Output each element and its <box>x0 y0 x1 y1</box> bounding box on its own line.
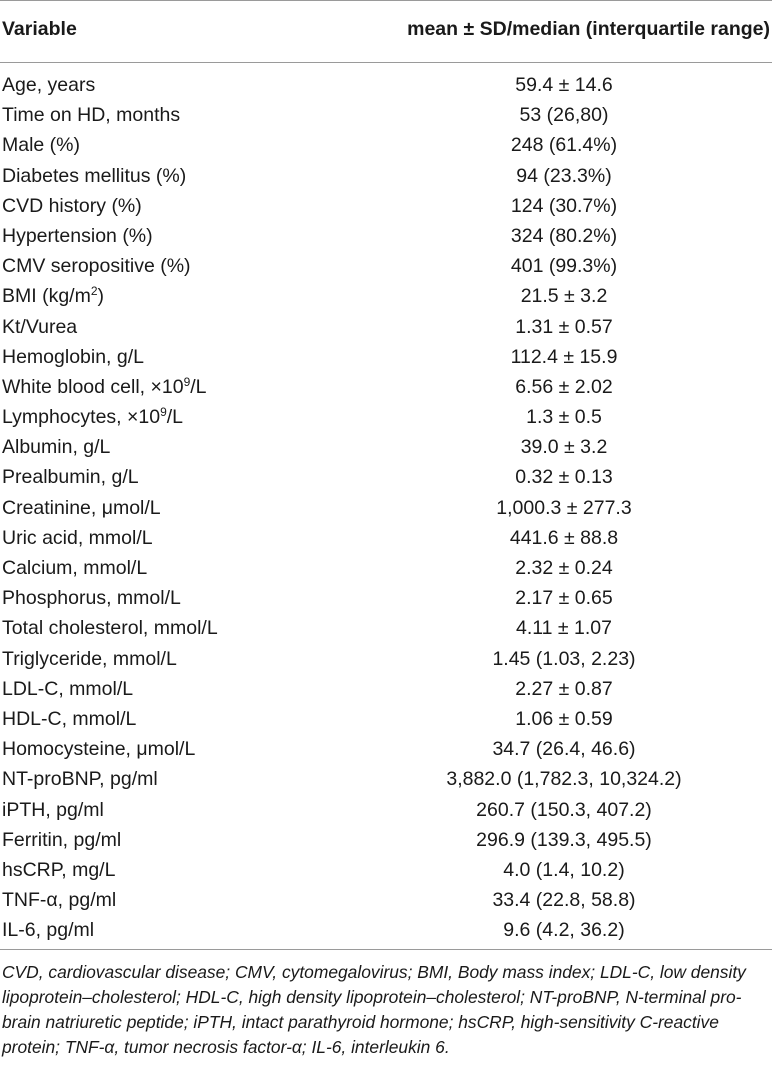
table-row <box>0 674 772 704</box>
table-row <box>0 493 772 523</box>
row-value: 296.9 (139.3, 495.5) <box>476 828 652 851</box>
row-value: 112.4 ± 15.9 <box>510 345 618 368</box>
row-value: 401 (99.3%) <box>510 255 618 278</box>
row-variable: Kt/Vurea <box>2 315 78 338</box>
row-variable: Triglyceride, mmol/L <box>2 647 177 670</box>
row-value: 53 (26,80) <box>519 104 609 127</box>
row-value: 124 (30.7%) <box>510 194 618 217</box>
row-value: 4.0 (1.4, 10.2) <box>503 858 625 881</box>
table-row <box>0 734 772 764</box>
table-row <box>0 100 772 130</box>
row-variable: Lymphocytes, $\times 10^9/L$ <box>2 405 184 429</box>
row-value: 3,882.0 (1,782.3, 10,324.2) <box>446 768 682 791</box>
row-variable: Prealbumin, g/L <box>2 466 139 489</box>
table-row <box>0 644 772 674</box>
row-variable: Albumin, g/L <box>2 436 111 459</box>
header-rule <box>0 62 772 63</box>
table-row <box>0 553 772 583</box>
table-row <box>0 312 772 342</box>
table-row <box>0 402 772 432</box>
table-row <box>0 221 772 251</box>
table-body <box>0 70 772 945</box>
table-row <box>0 855 772 885</box>
table-header <box>0 12 772 52</box>
row-variable: Phosphorus, mmol/L <box>2 587 181 610</box>
column-header-variable: Variable <box>2 18 77 40</box>
row-value: 260.7 (150.3, 407.2) <box>476 798 652 821</box>
row-value: 33.4 (22.8, 58.8) <box>492 889 636 912</box>
row-variable: TNF-α, pg/ml <box>2 889 117 912</box>
row-variable: iPTH, pg/ml <box>2 798 104 821</box>
row-variable: BMI $(kg/m^2)$ <box>2 284 105 308</box>
table-row <box>0 432 772 462</box>
row-variable: hsCRP, mg/L <box>2 858 116 881</box>
row-value: 94 (23.3%) <box>516 164 612 187</box>
row-value: 2.32 ± 0.24 <box>515 557 613 579</box>
row-variable: Calcium, mmol/L <box>2 557 148 579</box>
row-value: 34.7 (26.4, 46.6) <box>492 738 636 761</box>
row-value: 0.32 ± 0.13 <box>515 466 613 489</box>
row-variable: HDL-C, mmol/L <box>2 707 137 730</box>
row-variable: IL-6, pg/ml <box>2 919 95 942</box>
row-value: 59.4 ± 14.6 <box>515 74 613 96</box>
row-variable: Time on HD, months <box>2 104 181 127</box>
table-row <box>0 372 772 402</box>
row-variable: Diabetes mellitus (%) <box>2 164 187 187</box>
row-value: 2.27 ± 0.87 <box>515 677 613 700</box>
table-row <box>0 281 772 311</box>
table-footnote: CVD, cardiovascular disease; CMV, cytomegalovirus; BMI, Body mass index; LDL-C, low density lipoprotein–cholesterol; HDL-C, high density lipoprotein–cholesterol; NT-proBNP, N-terminal pro-brain natriuretic peptide; iPTH, intact parathyroid hormone; hsCRP, high-sensitivity C-reactive protein; TNF-α, tumor necrosis factor-α; IL-6, interleukin 6. <box>2 962 746 1057</box>
table-row <box>0 764 772 794</box>
row-variable: LDL-C, mmol/L <box>2 677 134 700</box>
table-row <box>0 130 772 160</box>
table-row <box>0 342 772 372</box>
table-row <box>0 161 772 191</box>
row-variable: Ferritin, pg/ml <box>2 828 122 851</box>
row-value: 1.3 ± 0.5 <box>526 406 602 429</box>
top-rule <box>0 0 772 1</box>
bottom-rule <box>0 949 772 950</box>
row-value: 1.06 ± 0.59 <box>515 707 613 730</box>
row-variable: Hemoglobin, g/L <box>2 345 145 368</box>
table-row <box>0 825 772 855</box>
table-row <box>0 915 772 945</box>
row-value: 6.56 ± 2.02 <box>515 375 613 398</box>
row-value: 21.5 ± 3.2 <box>520 285 608 308</box>
row-variable: Total cholesterol, mmol/L <box>2 617 218 640</box>
row-variable: Age, years <box>2 74 96 96</box>
row-value: 9.6 (4.2, 36.2) <box>503 919 625 942</box>
row-value: 39.0 ± 3.2 <box>520 436 608 459</box>
row-variable: CVD history (%) <box>2 194 142 217</box>
column-header-value: mean ± SD/median (interquartile range) <box>407 18 770 40</box>
row-variable: Homocysteine, μmol/L <box>2 738 196 761</box>
table-row <box>0 613 772 643</box>
row-value: 1.45 (1.03, 2.23) <box>492 647 636 670</box>
row-variable: NT-proBNP, pg/ml <box>2 768 158 791</box>
table-row <box>0 583 772 613</box>
row-variable: White blood cell, $\times 10^9/L$ <box>2 374 207 398</box>
row-value: 2.17 ± 0.65 <box>515 587 613 610</box>
row-value: 4.11 ± 1.07 <box>516 617 612 640</box>
table-row <box>0 885 772 915</box>
row-value: 1,000.3 ± 277.3 <box>496 496 632 519</box>
row-value: 324 (80.2%) <box>510 224 618 247</box>
row-value: 1.31 ± 0.57 <box>515 315 613 338</box>
table-row <box>0 191 772 221</box>
table-row <box>0 462 772 492</box>
table-row <box>0 795 772 825</box>
row-variable: Creatinine, μmol/L <box>2 496 161 519</box>
table-row <box>0 251 772 281</box>
row-variable: Male (%) <box>2 134 81 157</box>
table-row <box>0 523 772 553</box>
row-variable: Uric acid, mmol/L <box>2 526 153 549</box>
table-row <box>0 704 772 734</box>
row-value: 248 (61.4%) <box>510 134 618 157</box>
row-variable: CMV seropositive (%) <box>2 255 191 278</box>
table-row <box>0 70 772 100</box>
row-variable: Hypertension (%) <box>2 224 153 247</box>
row-value: 441.6 ± 88.8 <box>509 526 619 549</box>
